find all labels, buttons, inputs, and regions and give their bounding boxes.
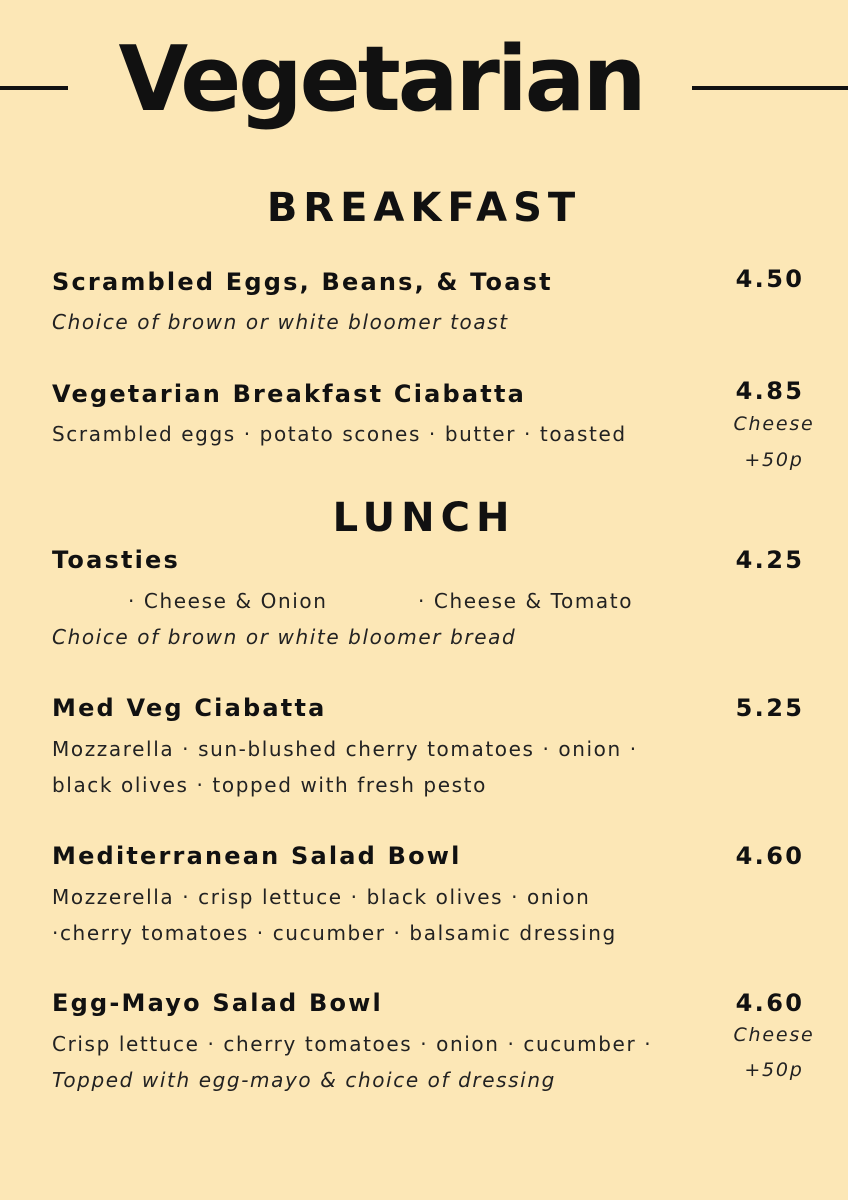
item-description-line: Mozzerella · crisp lettuce · black olives · onion xyxy=(52,885,591,909)
option-cheese-tomato: · Cheese & Tomato xyxy=(418,589,634,613)
item-name: Toasties xyxy=(52,546,181,574)
item-price: 4.85 xyxy=(735,377,805,405)
title-rule-left xyxy=(0,86,68,90)
option-cheese-onion: · Cheese & Onion xyxy=(128,589,328,613)
item-description: Scrambled eggs · potato scones · butter · toasted xyxy=(52,422,627,446)
item-name: Vegetarian Breakfast Ciabatta xyxy=(52,380,527,408)
title-rule-right xyxy=(692,86,848,90)
item-name: Mediterranean Salad Bowl xyxy=(52,842,462,870)
item-name: Egg-Mayo Salad Bowl xyxy=(52,989,383,1017)
extra-label: Cheese xyxy=(733,413,815,435)
menu-title: Vegetarian xyxy=(118,27,644,132)
item-price: 4.60 xyxy=(735,842,805,870)
item-price: 5.25 xyxy=(735,694,805,722)
item-description-line: black olives · topped with fresh pesto xyxy=(52,773,487,797)
item-price: 4.50 xyxy=(735,265,805,293)
extra-price: +50p xyxy=(744,449,804,471)
item-description-line: ·cherry tomatoes · cucumber · balsamic dressing xyxy=(52,921,617,945)
item-name: Scrambled Eggs, Beans, & Toast xyxy=(52,268,553,296)
lunch-heading: LUNCH xyxy=(332,495,516,541)
item-description: Choice of brown or white bloomer bread xyxy=(52,625,517,649)
item-name: Med Veg Ciabatta xyxy=(52,694,327,722)
extra-price: +50p xyxy=(744,1059,804,1081)
item-price: 4.60 xyxy=(735,989,805,1017)
item-description: Choice of brown or white bloomer toast xyxy=(52,310,509,334)
item-price: 4.25 xyxy=(735,546,805,574)
item-description-line: Crisp lettuce · cherry tomatoes · onion · cucumber · xyxy=(52,1032,653,1056)
breakfast-heading: BREAKFAST xyxy=(266,185,582,231)
item-description-line: Mozzarella · sun-blushed cherry tomatoes · onion · xyxy=(52,737,638,761)
extra-label: Cheese xyxy=(733,1024,815,1046)
item-description-line: Topped with egg-mayo & choice of dressing xyxy=(52,1068,556,1092)
